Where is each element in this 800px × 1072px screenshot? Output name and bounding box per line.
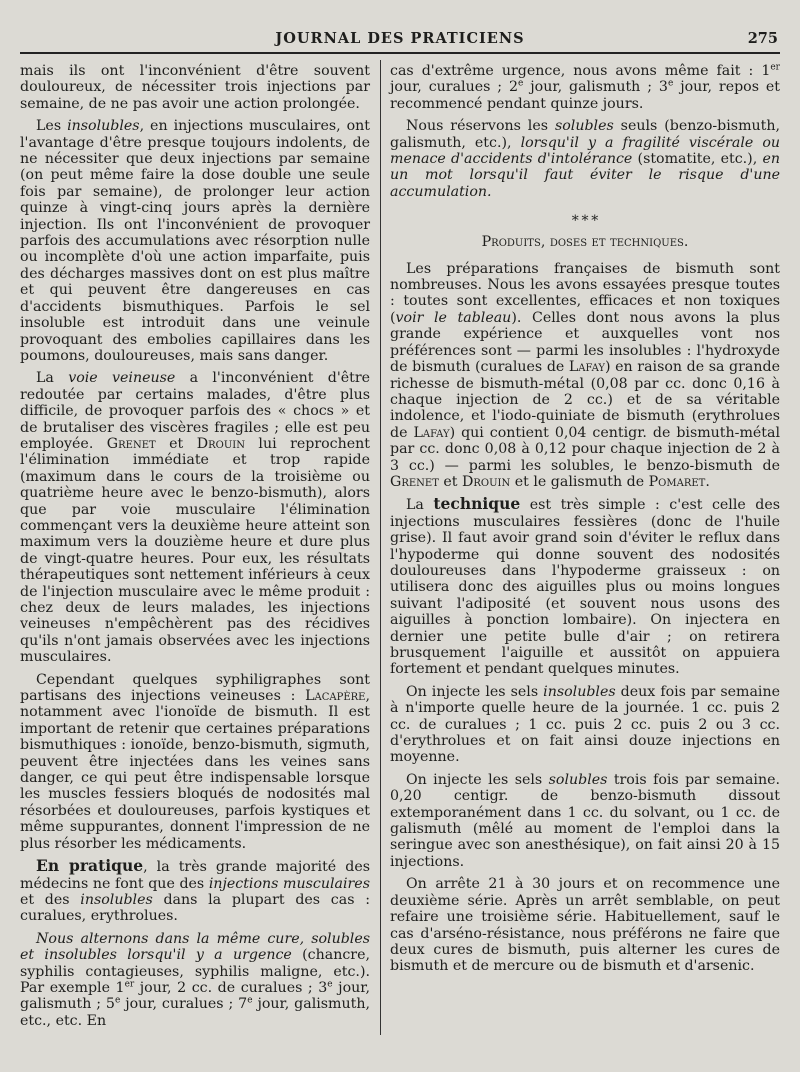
left-column [20, 63, 370, 1035]
right-column [390, 63, 780, 981]
paragraph: La technique est très simple : c'est celle des injections musculaires fessières (donc de l'huile grise). Il faut avoir grand soin d'éviter le reflux dans l'hypoderme qui donne souvent des nodosités douloureuses dans l'hypoderme graisseux : on utilisera donc des aiguilles plus ou moins longues suivant l'adiposité (et souvent nous usons des aiguilles à ponction lombaire). On injectera en dernier une petite bulle d'air ; on retirera brusquement l'aiguille et aussitôt on appuiera fortement et pendant quelques minutes. [390, 494, 780, 678]
paragraph: mais ils ont l'inconvénient d'être souvent douloureux, de nécessiter trois injections par semaine, de ne pas avoir une action prolongée. [20, 63, 370, 112]
section-heading: Produits, doses et techniques. [481, 234, 689, 251]
paragraph: Les préparations françaises de bismuth sont nombreuses. Nous les avons essayées presque toutes : toutes sont excellentes, efficaces et non toxiques (voir le tableau). Celles dont nous avons la plus grande expérience et auxquelles vont nos préférences sont — parmi les insolubles : l'hydroxyde de bismuth (curalues de Lafay) en raison de sa grande richesse de bismuth-métal (0,08 par cc. donc 0,16 à chaque injection de 2 cc.) et de sa véritable indolence, et l'iodo-quiniate de bismuth (erythrolues de Lafay) qui contient 0,04 centigr. de bismuth-métal par cc. donc 0,08 à 0,12 pour chaque injection de 2 à 3 cc.) — parmi les solubles, le benzo-bismuth de Grenet et Drouin et le galismuth de Pomaret. [390, 260, 780, 490]
section-separator-stars: * * * [571, 213, 599, 230]
paragraph: On injecte les sels insolubles deux fois par semaine à n'importe quelle heure de la journée. 1 cc. puis 2 cc. de curalues ; 1 cc. puis 2 cc. puis 2 ou 3 cc. d'erythrolues et on fait ainsi douze injections en moyenne. [390, 683, 780, 766]
paragraph: On arrête 21 à 30 jours et on recommence une deuxième série. Après un arrêt semblable, on peut refaire une troisième série. Habituellement, sauf le cas d'arséno-résistance, nous préférons ne faire que deux cures de bismuth, puis alterner les cures de bismuth et de mercure ou de bismuth et d'arsenic. [390, 876, 780, 975]
paragraph: On injecte les sels solubles trois fois par semaine. 0,20 centigr. de benzo-bismuth dissout extemporanément dans 1 cc. du solvant, ou 1 cc. de galismuth (mêlé au moment de l'emploi dans la seringue avec son anesthésique), on fait ainsi 20 à 15 injections. [390, 771, 780, 870]
journal-title: JOURNAL DES PRATICIENS [275, 30, 525, 47]
paragraph: cas d'extrême urgence, nous avons même fait : 1er jour, curalues ; 2e jour, galismuth ; 3e jour, repos et recommencé pendant quinze jours. [390, 62, 781, 112]
paragraph: En pratique, la très grande majorité des médecins ne font que des injections musculaires et des insolubles dans la plupart des cas : curalues, erythrolues. [20, 856, 370, 925]
page-header [20, 26, 780, 54]
paragraph: Cependant quelques syphiligraphes sont partisans des injections veineuses : Lacapère, notamment avec l'ionoïde de bismuth. Il est important de retenir que certaines préparations bismuthiques : ionoïde, benzo-bismuth, sigmuth, peuvent être injectées dans les veines sans danger, ce qui peut être indispensable lorsque les muscles fessiers bloqués de nodosités mal résorbées et douloureuses, parfois kystiques et même suppurantes, donnent l'impression de ne plus résorber les médicaments. [20, 671, 370, 852]
paragraph: Les insolubles, en injections musculaires, ont l'avantage d'être presque toujours indolents, de ne nécessiter que deux injections par semaine (on peut même faire la dose double une seule fois par semaine), de prolonger leur action quinze à vingt-cinq jours après la dernière injection. Ils ont l'inconvénient de provoquer parfois des accumulations avec résorption nulle ou incomplète d'où une action imparfaite, puis des décharges massives dont on est plus maître et qui peuvent être dangereuses en cas d'accidents bismuthiques. Parfois le sel insoluble est introduit dans une veinule provoquant des embolies capillaires dans les poumons, douloureuses, mais sans danger. [20, 118, 370, 364]
column-divider [380, 60, 381, 1035]
page-number: 275 [747, 30, 778, 47]
paragraph: Nous alternons dans la même cure, solubles et insolubles lorsqu'il y a urgence (chancre, syphilis contagieuses, syphilis maligne, etc.). Par exemple 1er jour, 2 cc. de curalues ; 3e jour, galismuth ; 5e jour, curalues ; 7e jour, galismuth, etc., etc. En [20, 930, 370, 1029]
paragraph: La voie veineuse a l'inconvénient d'être redoutée par certains malades, d'être plus difficile, de provoquer parfois des « chocs » et de brutaliser des viscères fragiles ; elle est peu employée. Grenet et Drouin lui reprochent l'élimination immédiate et trop rapide (maximum dans le cours de la troisième ou quatrième heure avec le benzo-bismuth), alors que par voie musculaire l'élimination commençant vers la deuxième heure atteint son maximum vers la douzième heure et dure plus de vingt-quatre heures. Pour eux, les résultats thérapeutiques sont nettement inférieurs à ceux de l'injection musculaire avec le même produit : chez deux de leurs malades, les injections veineuses n'empêchèrent pas des récidives qu'ils n'ont jamais observées avec les injections musculaires. [20, 370, 371, 666]
paragraph: Nous réservons les solubles seuls (benzo-bismuth, galismuth, etc.), lorsqu'il y a fragilité viscérale ou menace d'accidents d'intolérance (stomatite, etc.), en un mot lorsqu'il faut éviter le risque d'une accumulation. [390, 118, 781, 200]
